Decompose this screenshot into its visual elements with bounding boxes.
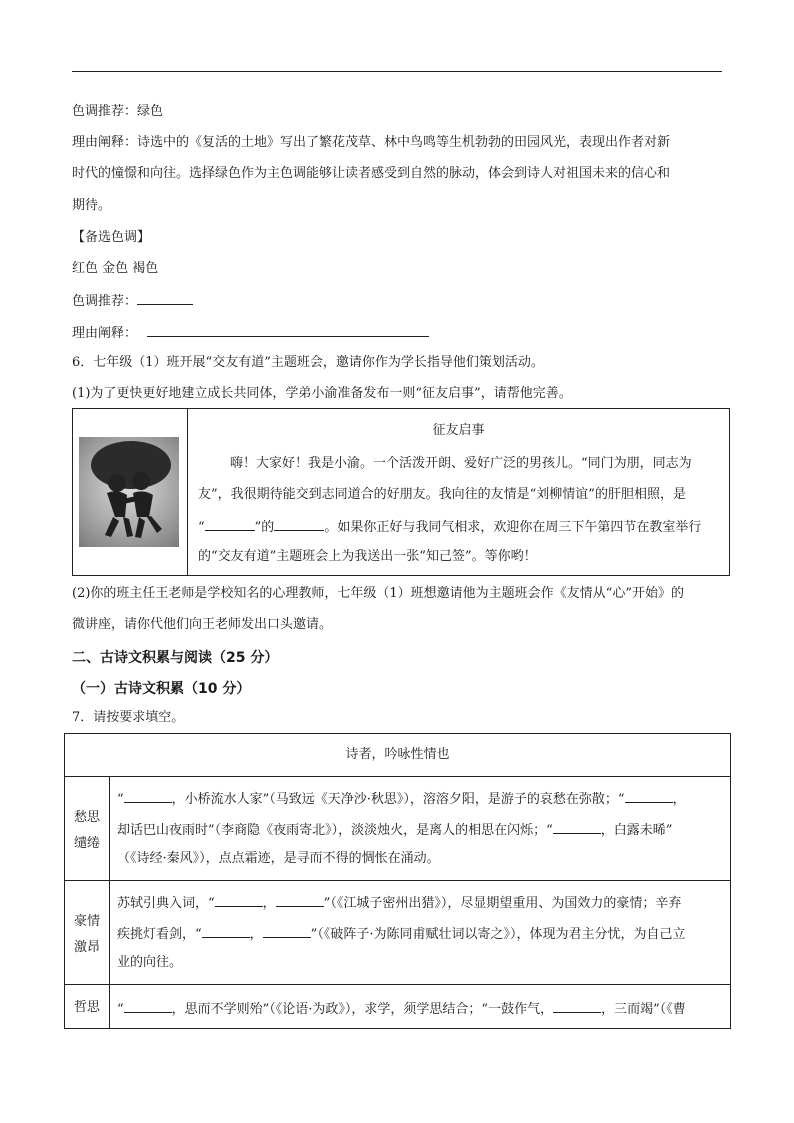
row1-blank-2[interactable] — [625, 788, 673, 803]
row2-line-1: 苏轼引典入词，“ ， ”（《江城子密州出猎》），尽显期望重用、为国效力的豪情；辛弃 — [117, 892, 681, 914]
row1-blank-1[interactable] — [124, 788, 172, 803]
silhouette-photo-icon — [79, 437, 179, 547]
reason-label: 理由阐释： — [72, 326, 138, 341]
category-passion-1: 豪情 — [73, 914, 100, 929]
notice-blank-1[interactable] — [205, 516, 255, 531]
color-recommend-green: 色调推荐：绿色 — [72, 104, 164, 119]
section-2-heading: 二、古诗文积累与阅读（25 分） — [72, 650, 279, 666]
header-rule — [72, 71, 722, 72]
poem-table-divider-1 — [65, 776, 730, 777]
row2-blank-4[interactable] — [263, 923, 311, 938]
reason-line-2: 时代的憧憬和向往。选择绿色作为主色调能够让读者感受到自然的脉动，体会到诗人对祖国未来的信心和 — [72, 166, 671, 181]
row3-line-1: “ ，思而不学则殆”（《论语·为政》），求学，须学思结合；“一鼓作气， ，三而竭”（《曹 — [117, 998, 686, 1020]
row3-blank-2[interactable] — [553, 998, 601, 1013]
category-sorrow-2: 缱绻 — [73, 836, 100, 851]
reason-blank[interactable] — [147, 322, 429, 337]
category-philosophy: 哲思 — [73, 1000, 100, 1015]
q6-sub2-line-1: (2)你的班主任王老师是学校知名的心理教师，七年级（1）班想邀请他为主题班会作《友情从“心”开始》的 — [72, 586, 684, 601]
row2-blank-1[interactable] — [215, 892, 263, 907]
row1-line-3: （《诗经·秦风》），点点霜迹，是寻而不得的惆怅在涌动。 — [117, 851, 440, 866]
row3-blank-1[interactable] — [124, 998, 172, 1013]
notice-title: 征友启事 — [432, 423, 485, 438]
recommend-blank[interactable] — [137, 290, 193, 305]
notice-blank-2[interactable] — [274, 516, 324, 531]
alt-colors: 红色 金色 褐色 — [72, 261, 159, 276]
category-passion-2: 激昂 — [73, 940, 100, 955]
row2-line-2: 疾挑灯看剑，“ ， ”（《破阵子·为陈同甫赋壮词以寄之》），体现为君主分忧，为自己立 — [117, 923, 685, 945]
row1-line-2: 却话巴山夜雨时”（李商隐《夜雨寄北》），淡淡烛火，是离人的相思在闪烁；“ ，白露未晞” — [117, 819, 672, 841]
recommend-answer-line — [72, 290, 193, 312]
reason-answer-line — [72, 322, 429, 344]
category-sorrow-1: 愁思 — [73, 810, 100, 825]
notice-line-1: 嗨！大家好！我是小渝。一个活泼开朗、爱好广泛的男孩儿。“同门为朋，同志为 — [230, 456, 692, 471]
q7-prompt: 7．请按要求填空。 — [72, 710, 185, 725]
poem-table-divider-3 — [65, 984, 730, 985]
alt-color-heading: 【备选色调】 — [72, 230, 151, 245]
reason-line-1: 理由阐释：诗选中的《复活的土地》写出了繁花茂草、林中鸟鸣等生机勃勃的田园风光，表现出作者对新 — [72, 135, 671, 150]
row2-blank-2[interactable] — [276, 892, 324, 907]
reason-line-3: 期待。 — [72, 198, 112, 213]
notice-line-3-rest: 。如果你正好与我同气相求，欢迎你在周三下午第四节在教室举行 — [324, 520, 702, 535]
row1-blank-3[interactable] — [553, 819, 601, 834]
notice-line-3 — [198, 516, 701, 538]
row1-line-1: “ ，小桥流水人家”（马致远《天净沙·秋思》），溶溶夕阳，是游子的哀愁在弥散；“ ， — [117, 788, 686, 810]
row2-line-3: 业的向往。 — [117, 955, 183, 970]
recommend-label: 色调推荐： — [72, 294, 138, 309]
poem-table-column-divider — [109, 776, 110, 1028]
notice-text-cell — [188, 409, 729, 575]
notice-quote-close: ”的 — [254, 520, 275, 535]
q6-sub1: (1)为了更快更好地建立成长共同体，学弟小渝准备发布一则“征友启事”，请帮他完善。 — [72, 386, 572, 401]
poem-table-divider-2 — [65, 880, 730, 881]
notice-line-4: 的“交友有道”主题班会上为我送出一张“知己签”。等你哟！ — [198, 549, 537, 564]
poem-table-header: 诗者，吟咏性情也 — [345, 747, 450, 762]
q6-sub2-line-2: 微讲座，请你代他们向王老师发出口头邀请。 — [72, 617, 333, 632]
notice-quote-open: “ — [198, 520, 205, 535]
friend-notice-table — [72, 408, 730, 576]
notice-line-2: 友”，我很期待能交到志同道合的好朋友。我向往的友情是“刘柳情谊”的肝胆相照，是 — [198, 487, 686, 502]
poem-table — [64, 733, 731, 1029]
section-2-1-heading: （一）古诗文积累（10 分） — [72, 681, 251, 697]
notice-image-cell — [73, 409, 188, 575]
q6-intro: 6．七年级（1）班开展“交友有道”主题班会，邀请你作为学长指导他们策划活动。 — [72, 355, 544, 370]
row2-blank-3[interactable] — [202, 923, 250, 938]
